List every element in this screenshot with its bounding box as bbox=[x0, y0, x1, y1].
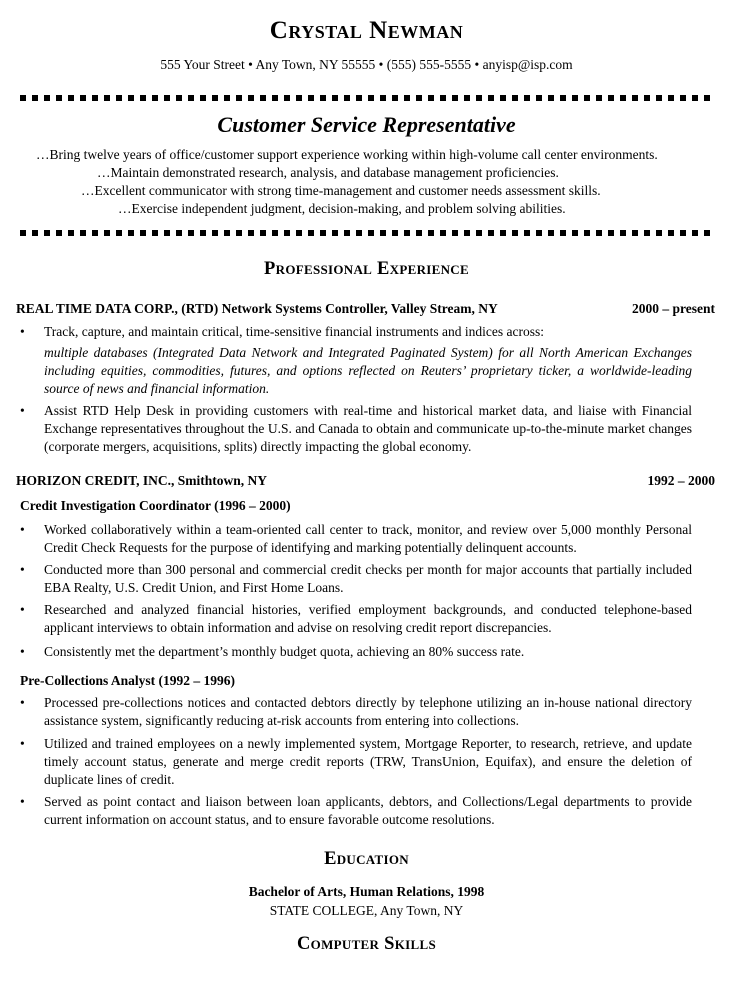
database-note: multiple databases (Integrated Data Network and Integrated Paginated System) for all North American Exchanges including equities, commodities, futures, and options reflected on Reuters’ proprietary ticker, a worldwide-leading source of news and financial information. bbox=[44, 345, 692, 397]
education-degree: Bachelor of Arts, Human Relations, 1998 bbox=[248, 884, 485, 899]
contact-line: 555 Your Street • Any Town, NY 55555 • (555) 555-5555 • anyisp@isp.com bbox=[160, 57, 573, 72]
job-heading-rtd bbox=[16, 301, 715, 317]
bullet-text: Served as point contact and liaison between loan applicants, debtors, and Collections/Legal departments to provide current information on account status, and to ensure favorable outcome resolutions. bbox=[44, 794, 692, 828]
list-item bbox=[20, 643, 692, 661]
list-item bbox=[20, 601, 692, 637]
bullet-text: Track, capture, and maintain critical, time-sensitive financial instruments and indices across: bbox=[44, 324, 544, 339]
education-school: STATE COLLEGE, Any Town, NY bbox=[269, 903, 464, 918]
summary-line-4: …Exercise independent judgment, decision-making, and problem solving abilities. bbox=[118, 201, 566, 216]
summary-line-1: …Bring twelve years of office/customer support experience working within high-volume call center environments. bbox=[36, 147, 658, 162]
bullet-text: Consistently met the department’s monthly budget quota, achieving an 80% success rate. bbox=[44, 644, 525, 659]
bottom-divider bbox=[20, 230, 714, 236]
list-item bbox=[20, 561, 692, 597]
list-item bbox=[20, 402, 692, 457]
job-dates-rtd: 2000 – present bbox=[632, 301, 715, 316]
bullet-text: Conducted more than 300 personal and commercial credit checks per month for major accounts that partially included EBA Realty, U.S. Credit Union, and First Home Loans. bbox=[44, 562, 692, 596]
bullet-text: Worked collaboratively within a team-oriented call center to track, monitor, and review over 5,000 monthly Personal Credit Check Requests for the purpose of identifying and marking potentially delinquent accounts. bbox=[44, 522, 692, 556]
bullet-text: Researched and analyzed financial histories, verified employment backgrounds, and conducted telephone-based applicant interviews to obtain information and advise on resolving credit report discrepancies. bbox=[44, 602, 692, 636]
bullet-icon: • bbox=[20, 562, 25, 577]
top-divider bbox=[20, 95, 714, 101]
computer-skills-section-title: Computer Skills bbox=[297, 934, 436, 954]
bullet-icon: • bbox=[20, 602, 25, 617]
objective-title: Customer Service Representative bbox=[217, 112, 516, 137]
bullet-icon: • bbox=[20, 324, 25, 339]
education-section-title: Education bbox=[324, 849, 409, 869]
summary-line-2: …Maintain demonstrated research, analysis, and database management proficiencies. bbox=[97, 165, 559, 180]
bullet-icon: • bbox=[20, 644, 25, 659]
list-item bbox=[20, 694, 692, 730]
list-item bbox=[20, 323, 692, 341]
job-title-horizon: HORIZON CREDIT, INC., Smithtown, NY bbox=[16, 473, 268, 488]
list-item bbox=[20, 735, 692, 790]
bullet-text: Processed pre-collections notices and contacted debtors directly by telephone utilizing an in-house national directory assistance system, significantly reducing at-risk accounts from entering into collections. bbox=[44, 695, 692, 729]
bullet-text: Utilized and trained employees on a newly implemented system, Mortgage Reporter, to research, retrieve, and update timely account status, generate and merge credit reports (TRW, TransUnion, Equifax), and ensure the deletion of duplicate lines of credit. bbox=[44, 736, 692, 788]
summary-line-3: …Excellent communicator with strong time-management and customer needs assessment skills. bbox=[81, 183, 601, 198]
job-heading-horizon bbox=[16, 473, 715, 489]
bullet-icon: • bbox=[20, 794, 25, 809]
role-title-pre-collections: Pre-Collections Analyst (1992 – 1996) bbox=[20, 673, 235, 688]
list-item bbox=[20, 521, 692, 557]
job-title-rtd: REAL TIME DATA CORP., (RTD) Network Systems Controller, Valley Stream, NY bbox=[16, 301, 498, 316]
bullet-icon: • bbox=[20, 736, 25, 751]
bullet-icon: • bbox=[20, 403, 25, 418]
bullet-icon: • bbox=[20, 695, 25, 710]
experience-section-title: Professional Experience bbox=[264, 259, 469, 279]
job-dates-horizon: 1992 – 2000 bbox=[647, 473, 715, 488]
bullet-text: Assist RTD Help Desk in providing customers with real-time and historical market data, and liaise with Financial Exchange representatives throughout the U.S. and Canada to obtain and communicate up-to-the-minute market changes (corporate mergers, acquisitions, splits) directly impacting the global economy. bbox=[44, 403, 692, 455]
list-item bbox=[20, 793, 692, 829]
bullet-icon: • bbox=[20, 522, 25, 537]
candidate-name: Crystal Newman bbox=[269, 17, 464, 44]
role-title-credit-coordinator: Credit Investigation Coordinator (1996 – 2000) bbox=[20, 498, 291, 513]
